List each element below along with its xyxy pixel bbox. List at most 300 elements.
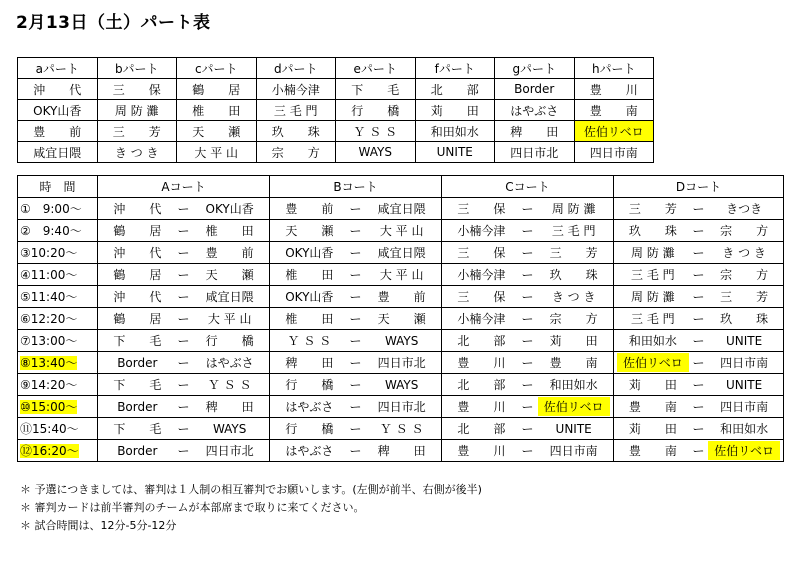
team-left xyxy=(442,354,521,371)
team-right-name: 行 橋 xyxy=(205,334,254,348)
match-time xyxy=(18,418,98,440)
match-time xyxy=(18,330,98,352)
schedule-header-3: Cコート xyxy=(442,176,614,198)
part-row xyxy=(18,100,654,121)
match-time xyxy=(18,308,98,330)
team-left-name: 鶴 居 xyxy=(113,312,162,326)
match-court-c xyxy=(442,264,614,286)
match-court-d xyxy=(614,396,784,418)
part-row xyxy=(18,79,654,100)
team-right xyxy=(705,334,783,348)
team-right-name: 玖 珠 xyxy=(549,268,598,282)
team-left-name: 北 部 xyxy=(457,378,506,392)
versus-dash: ー xyxy=(349,202,362,216)
team-right-name: 佐伯リベロ xyxy=(538,397,610,416)
versus-dash: ー xyxy=(349,290,362,304)
team-right-name: 四日市南 xyxy=(549,444,598,458)
team-left-name: OKY山香 xyxy=(285,246,334,260)
team-left xyxy=(270,288,349,305)
part-cell: 大 平 山 xyxy=(177,142,257,163)
team-left-name: はやぶさ xyxy=(285,444,334,458)
team-right xyxy=(190,398,269,415)
schedule-row xyxy=(18,396,784,418)
match-court-c xyxy=(442,418,614,440)
versus-dash: ー xyxy=(177,224,190,238)
match-court-a xyxy=(98,418,270,440)
versus-dash: ー xyxy=(521,356,534,370)
match-time-label: ④11:00～ xyxy=(20,268,78,282)
team-right-name: 椎 田 xyxy=(205,224,254,238)
team-left xyxy=(98,356,177,370)
team-right xyxy=(705,441,783,460)
team-right xyxy=(190,354,269,371)
part-cell: 椎 田 xyxy=(177,100,257,121)
team-right xyxy=(705,222,783,239)
match-court-c xyxy=(442,374,614,396)
team-right xyxy=(362,442,441,459)
versus-dash: ー xyxy=(349,312,362,326)
team-left xyxy=(98,376,177,393)
team-left-name: 三 保 xyxy=(457,290,506,304)
team-right-name: 大 平 山 xyxy=(207,312,252,326)
team-right-name: 四日市南 xyxy=(720,356,769,370)
part-header-4: eパート xyxy=(336,58,416,79)
versus-dash: ー xyxy=(521,246,534,260)
schedule-body xyxy=(18,198,784,462)
team-right-name: 三 毛 門 xyxy=(551,224,596,238)
team-right xyxy=(534,288,613,305)
team-right xyxy=(534,376,613,393)
match-court-d xyxy=(614,418,784,440)
team-right xyxy=(190,332,269,349)
versus-dash: ー xyxy=(692,246,705,260)
match-court-c xyxy=(442,220,614,242)
team-left xyxy=(442,420,521,437)
team-left-name: 行 橋 xyxy=(285,422,334,436)
team-right xyxy=(534,332,613,349)
match-court-b xyxy=(270,396,442,418)
team-right-name: 宗 方 xyxy=(720,224,769,238)
team-right-name: 四日市北 xyxy=(377,400,426,414)
part-cell: はやぶさ xyxy=(495,100,575,121)
team-right-name: 咸宜日隈 xyxy=(205,290,254,304)
team-right xyxy=(362,288,441,305)
note-1: ＊ 予選につきましては、審判は１人制の相互審判でお願いします。(左側が前半、右側が後半) xyxy=(20,483,482,496)
team-left-name: 沖 代 xyxy=(113,246,162,260)
schedule-header-0: 時 間 xyxy=(18,176,98,198)
team-left-name: 佐伯リベロ xyxy=(617,353,689,372)
match-time xyxy=(18,264,98,286)
team-left xyxy=(98,420,177,437)
team-left xyxy=(98,400,177,414)
team-left-name: はやぶさ xyxy=(285,400,334,414)
match-court-a xyxy=(98,242,270,264)
team-left xyxy=(98,444,177,458)
part-cell: OKY山香 xyxy=(18,100,98,121)
team-right-name: WAYS xyxy=(384,377,419,392)
team-right-name: WAYS xyxy=(212,421,247,436)
team-left xyxy=(614,200,692,217)
match-time-label: ⑪15:40～ xyxy=(20,422,79,436)
team-right-name: 豊 前 xyxy=(205,246,254,260)
match-court-c xyxy=(442,352,614,374)
match-court-c xyxy=(442,308,614,330)
part-table-body xyxy=(18,79,654,163)
team-right xyxy=(705,288,783,305)
team-right xyxy=(705,420,783,437)
part-cell: UNITE xyxy=(415,142,495,163)
versus-dash: ー xyxy=(692,378,705,392)
team-right xyxy=(534,422,613,436)
match-court-a xyxy=(98,396,270,418)
team-right-name: Ｙ Ｓ Ｓ xyxy=(379,422,424,436)
versus-dash: ー xyxy=(349,378,362,392)
match-time-label: ⑨14:20～ xyxy=(20,378,78,392)
team-left xyxy=(270,442,349,459)
team-left-name: 稗 田 xyxy=(285,356,334,370)
part-cell: 咸宜日隈 xyxy=(18,142,98,163)
team-left-name: 椎 田 xyxy=(285,312,334,326)
part-cell: 周 防 灘 xyxy=(97,100,177,121)
match-court-c xyxy=(442,242,614,264)
part-cell: 宗 方 xyxy=(256,142,336,163)
team-right-name: 四日市北 xyxy=(205,444,254,458)
team-right-name: 大 平 山 xyxy=(379,268,424,282)
team-left-name: 三 毛 門 xyxy=(631,312,675,326)
versus-dash: ー xyxy=(177,268,190,282)
team-left-name: 下 毛 xyxy=(113,378,162,392)
match-time-label: ⑥12:20～ xyxy=(20,312,78,326)
match-court-b xyxy=(270,198,442,220)
team-left-name: 下 毛 xyxy=(113,422,162,436)
team-right-name: 四日市北 xyxy=(377,356,426,370)
part-cell: 和田如水 xyxy=(415,121,495,142)
team-left-name: 三 保 xyxy=(457,246,506,260)
team-left xyxy=(614,420,692,437)
versus-dash: ー xyxy=(521,444,534,458)
schedule-row xyxy=(18,352,784,374)
part-cell: 苅 田 xyxy=(415,100,495,121)
match-court-d xyxy=(614,352,784,374)
team-left-name: 鶴 居 xyxy=(113,224,162,238)
versus-dash: ー xyxy=(177,334,190,348)
team-left xyxy=(614,244,692,261)
team-right-name: 豊 南 xyxy=(549,356,598,370)
team-right xyxy=(190,376,269,393)
team-right-name: 大 平 山 xyxy=(379,224,424,238)
team-right xyxy=(362,378,441,392)
versus-dash: ー xyxy=(177,378,190,392)
match-court-b xyxy=(270,330,442,352)
team-left-name: 三 芳 xyxy=(628,202,677,216)
team-right-name: UNITE xyxy=(555,421,592,436)
team-right-name: 稗 田 xyxy=(205,400,254,414)
team-right xyxy=(705,266,783,283)
versus-dash: ー xyxy=(692,400,705,414)
schedule-row xyxy=(18,242,784,264)
match-court-b xyxy=(270,374,442,396)
team-right xyxy=(362,334,441,348)
team-right-name: OKY山香 xyxy=(205,202,254,216)
versus-dash: ー xyxy=(692,312,705,326)
part-cell: 行 橋 xyxy=(336,100,416,121)
versus-dash: ー xyxy=(692,290,705,304)
versus-dash: ー xyxy=(521,312,534,326)
team-left-name: 豊 南 xyxy=(628,400,677,414)
part-header-2: cパート xyxy=(177,58,257,79)
versus-dash: ー xyxy=(177,356,190,370)
team-right-name: き つ き xyxy=(551,290,596,304)
page-title: 2月13日（土）パート表 xyxy=(16,13,211,33)
versus-dash: ー xyxy=(177,246,190,260)
note-2: ＊ 審判カードは前半審判のチームが本部席まで取りに来てください。 xyxy=(20,501,365,514)
team-left xyxy=(442,442,521,459)
part-cell: 豊 南 xyxy=(574,100,654,121)
team-right-name: 周 防 灘 xyxy=(551,202,596,216)
note-3: ＊ 試合時間は、12分-5分-12分 xyxy=(20,519,177,532)
part-cell: 下 毛 xyxy=(336,79,416,100)
part-cell: 三 毛 門 xyxy=(256,100,336,121)
part-cell: 玖 珠 xyxy=(256,121,336,142)
team-left xyxy=(442,244,521,261)
team-right-name: きつき xyxy=(726,202,763,216)
match-court-d xyxy=(614,440,784,462)
match-court-b xyxy=(270,418,442,440)
part-table xyxy=(17,57,654,163)
versus-dash: ー xyxy=(349,224,362,238)
match-court-d xyxy=(614,264,784,286)
team-left xyxy=(98,288,177,305)
team-right xyxy=(190,422,269,436)
match-court-c xyxy=(442,198,614,220)
team-left-name: 小楠今津 xyxy=(457,312,506,326)
team-right xyxy=(362,310,441,327)
match-court-d xyxy=(614,308,784,330)
match-time-label: ⑦13:00～ xyxy=(20,334,78,348)
match-court-b xyxy=(270,220,442,242)
match-court-c xyxy=(442,396,614,418)
versus-dash: ー xyxy=(521,268,534,282)
team-right-name: 佐伯リベロ xyxy=(708,441,780,460)
part-cell: 三 保 xyxy=(97,79,177,100)
team-left xyxy=(270,420,349,437)
versus-dash: ー xyxy=(349,422,362,436)
team-right-name: 天 瀬 xyxy=(377,312,426,326)
match-court-a xyxy=(98,440,270,462)
team-right-name: 和田如水 xyxy=(549,378,598,392)
team-right-name: 四日市南 xyxy=(720,400,769,414)
match-court-a xyxy=(98,198,270,220)
team-left-name: 豊 川 xyxy=(457,400,506,414)
team-left-name: Border xyxy=(117,443,158,458)
versus-dash: ー xyxy=(349,400,362,414)
versus-dash: ー xyxy=(692,334,705,348)
schedule-table xyxy=(17,175,784,462)
team-right-name: 咸宜日隈 xyxy=(377,202,426,216)
team-left xyxy=(442,222,521,239)
team-left xyxy=(270,332,349,349)
schedule-header-4: Dコート xyxy=(614,176,784,198)
team-right xyxy=(705,244,783,261)
match-court-a xyxy=(98,374,270,396)
versus-dash: ー xyxy=(349,444,362,458)
schedule-header-row xyxy=(18,176,784,198)
versus-dash: ー xyxy=(177,202,190,216)
match-time-label: ③10:20～ xyxy=(20,246,78,260)
team-left xyxy=(442,332,521,349)
team-left-name: 豊 南 xyxy=(628,444,677,458)
team-left xyxy=(98,332,177,349)
schedule-row xyxy=(18,198,784,220)
team-left-name: 三 毛 門 xyxy=(631,268,675,282)
versus-dash: ー xyxy=(692,356,705,370)
match-court-b xyxy=(270,264,442,286)
team-right-name: 咸宜日隈 xyxy=(377,246,426,260)
schedule-header-2: Bコート xyxy=(270,176,442,198)
team-left xyxy=(614,310,692,327)
team-right-name: WAYS xyxy=(384,333,419,348)
team-left xyxy=(270,266,349,283)
team-left-name: 鶴 居 xyxy=(113,268,162,282)
team-right xyxy=(190,222,269,239)
part-cell: 三 芳 xyxy=(97,121,177,142)
team-right xyxy=(534,200,613,217)
versus-dash: ー xyxy=(349,356,362,370)
versus-dash: ー xyxy=(692,444,705,458)
team-left-name: 沖 代 xyxy=(113,290,162,304)
part-row xyxy=(18,142,654,163)
versus-dash: ー xyxy=(521,334,534,348)
team-right xyxy=(534,310,613,327)
versus-dash: ー xyxy=(692,202,705,216)
match-time xyxy=(18,286,98,308)
team-left xyxy=(270,200,349,217)
schedule-row xyxy=(18,418,784,440)
team-left-name: 周 防 灘 xyxy=(631,290,675,304)
match-time-label: ⑫16:20～ xyxy=(20,444,79,458)
team-right xyxy=(705,378,783,392)
team-left xyxy=(270,354,349,371)
team-right xyxy=(362,354,441,371)
match-court-a xyxy=(98,330,270,352)
team-right xyxy=(362,398,441,415)
team-left xyxy=(270,244,349,261)
part-header-7: hパート xyxy=(574,58,654,79)
part-cell: き つ き xyxy=(97,142,177,163)
part-cell: Ｙ Ｓ Ｓ xyxy=(336,121,416,142)
match-time xyxy=(18,352,98,374)
part-table-header-row xyxy=(18,58,654,79)
team-right-name: Ｙ Ｓ Ｓ xyxy=(207,378,252,392)
team-left xyxy=(442,288,521,305)
team-left xyxy=(270,398,349,415)
team-right-name: き つ き xyxy=(722,246,766,260)
team-left xyxy=(98,222,177,239)
match-court-d xyxy=(614,330,784,352)
team-right xyxy=(362,200,441,217)
team-left xyxy=(98,244,177,261)
team-left-name: 三 保 xyxy=(457,202,506,216)
team-right xyxy=(705,310,783,327)
team-left-name: Border xyxy=(117,355,158,370)
team-right-name: 宗 方 xyxy=(720,268,769,282)
team-left xyxy=(98,200,177,217)
versus-dash: ー xyxy=(177,312,190,326)
match-time-label: ⑧13:40～ xyxy=(20,356,78,370)
part-cell: 天 瀬 xyxy=(177,121,257,142)
match-court-a xyxy=(98,308,270,330)
team-left-name: Border xyxy=(117,399,158,414)
match-time xyxy=(18,440,98,462)
team-right xyxy=(705,354,783,371)
part-cell: 沖 代 xyxy=(18,79,98,100)
schedule-row xyxy=(18,330,784,352)
team-right xyxy=(362,244,441,261)
versus-dash: ー xyxy=(177,400,190,414)
schedule-row xyxy=(18,440,784,462)
team-right-name: 玖 珠 xyxy=(720,312,769,326)
versus-dash: ー xyxy=(177,290,190,304)
schedule-row xyxy=(18,374,784,396)
team-left-name: 下 毛 xyxy=(113,334,162,348)
team-left-name: 沖 代 xyxy=(113,202,162,216)
schedule-row xyxy=(18,308,784,330)
team-left-name: 豊 川 xyxy=(457,444,506,458)
match-court-a xyxy=(98,220,270,242)
team-left xyxy=(270,376,349,393)
match-court-a xyxy=(98,286,270,308)
team-right xyxy=(534,266,613,283)
match-court-b xyxy=(270,440,442,462)
team-left-name: 苅 田 xyxy=(628,422,677,436)
versus-dash: ー xyxy=(521,400,534,414)
team-right xyxy=(362,266,441,283)
team-right xyxy=(705,200,783,217)
team-right xyxy=(190,442,269,459)
team-right-name: はやぶさ xyxy=(205,356,254,370)
team-left xyxy=(270,310,349,327)
team-left xyxy=(614,398,692,415)
team-right xyxy=(534,222,613,239)
team-left-name: 椎 田 xyxy=(285,268,334,282)
versus-dash: ー xyxy=(692,422,705,436)
team-right xyxy=(534,354,613,371)
team-left-name: 天 瀬 xyxy=(285,224,334,238)
part-cell: 鶴 居 xyxy=(177,79,257,100)
team-right-name: 稗 田 xyxy=(377,444,426,458)
part-cell: 北 部 xyxy=(415,79,495,100)
team-right-name: 三 芳 xyxy=(720,290,769,304)
team-right-name: UNITE xyxy=(726,377,763,392)
match-court-c xyxy=(442,440,614,462)
team-left xyxy=(614,353,692,372)
match-time-label: ② 9:40～ xyxy=(20,224,82,238)
team-right xyxy=(534,397,613,416)
versus-dash: ー xyxy=(692,224,705,238)
team-left-name: 豊 前 xyxy=(285,202,334,216)
part-cell: 稗 田 xyxy=(495,121,575,142)
team-left xyxy=(442,200,521,217)
team-left-name: OKY山香 xyxy=(285,290,334,304)
team-right xyxy=(190,310,269,327)
team-left xyxy=(442,266,521,283)
part-cell: 四日市北 xyxy=(495,142,575,163)
team-left-name: 玖 珠 xyxy=(628,224,677,238)
team-left xyxy=(614,332,692,349)
part-header-3: dパート xyxy=(256,58,336,79)
part-header-5: fパート xyxy=(415,58,495,79)
team-left xyxy=(614,376,692,393)
